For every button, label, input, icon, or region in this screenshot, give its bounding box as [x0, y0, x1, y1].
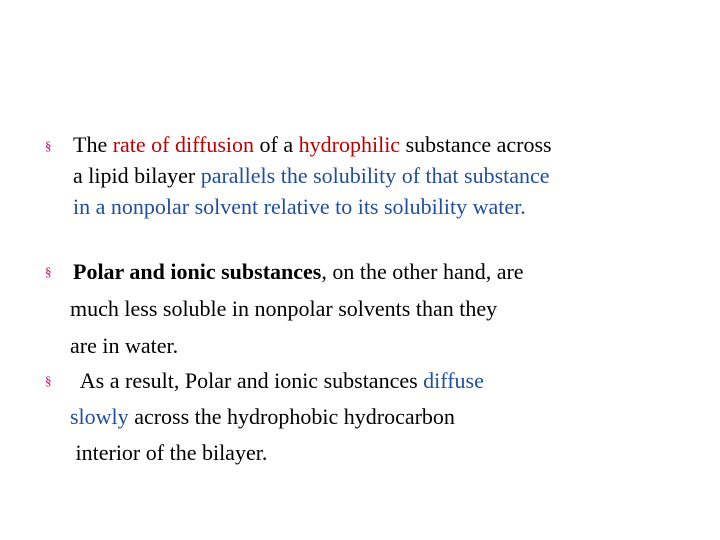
- bullet-1-line-1: [73, 129, 552, 160]
- bullet-marker-icon: §: [45, 138, 52, 153]
- bullet-marker-icon: §: [45, 373, 52, 388]
- bullet-1-line-2: [73, 160, 550, 191]
- bullet-1-line-3: [73, 191, 526, 222]
- text-run: across the hydrophobic hydrocarbon: [128, 404, 455, 429]
- hydrophilic-term: hydrophilic: [298, 132, 401, 157]
- rate-of-diffusion-term: rate of diffusion: [112, 132, 255, 157]
- slowly-term: slowly: [70, 404, 129, 429]
- solvent-phrase: in a nonpolar solvent relative to its solubility water.: [73, 194, 526, 219]
- text-run: , on the other hand, are: [321, 259, 524, 284]
- text-run: a lipid bilayer: [73, 163, 201, 188]
- text-run: substance across: [400, 132, 552, 157]
- bullet-2-line-2: much less soluble in nonpolar solvents than they: [70, 296, 498, 321]
- solubility-phrase: parallels the solubility of that substance: [200, 163, 550, 188]
- text-run: As a result, Polar and ionic substances: [70, 368, 424, 393]
- diffuse-term: diffuse: [423, 368, 484, 393]
- bullet-3-line-1: [70, 365, 484, 396]
- bullet-marker-icon: §: [45, 264, 52, 279]
- bullet-3-line-2: [70, 401, 455, 432]
- polar-ionic-term: Polar and ionic substances: [73, 259, 322, 284]
- bullet-2-line-3: are in water.: [70, 333, 179, 358]
- bullet-3-line-3: interior of the bilayer.: [70, 440, 268, 465]
- text-run: of a: [254, 132, 299, 157]
- text-run: The: [73, 132, 113, 157]
- bullet-2-line-1: [73, 256, 524, 287]
